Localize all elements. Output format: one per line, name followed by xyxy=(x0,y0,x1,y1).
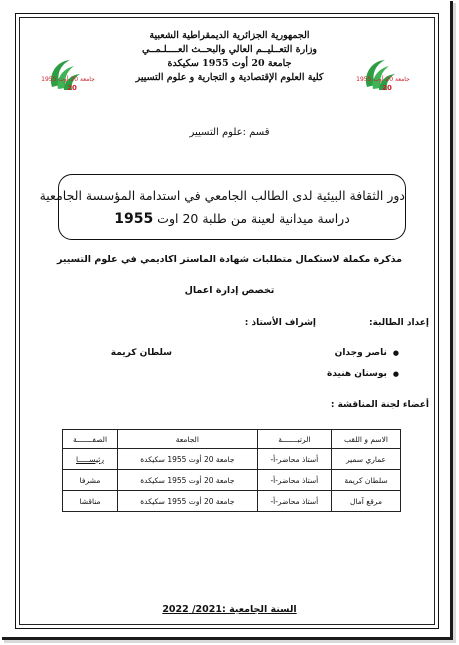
student-name-2: ● بوسنان هنيدة xyxy=(327,369,399,379)
ministry-name: وزارة التعــليــم العالي والبحــث العــــلـمــي xyxy=(141,44,318,55)
thesis-title-line2 xyxy=(59,211,405,227)
member-university: جامعة 20 أوت 1955 سكيكدة xyxy=(118,491,258,512)
column-header: الاسم و اللقب xyxy=(331,430,400,449)
supervisor-label: إشراف الأستاذ : xyxy=(244,318,316,328)
member-rank: أستاذ محاضر-أ- xyxy=(257,470,331,491)
university-name: جامعة 20 أوت 1955 سكيكدة xyxy=(167,58,292,69)
table-row xyxy=(63,449,401,470)
member-name: سلطان كريمة xyxy=(331,470,400,491)
member-university: جامعة 20 أوت 1955 سكيكدة xyxy=(118,449,258,470)
thesis-title-line1: دور الثقافة البيئية لدى الطالب الجامعي في استدامة المؤسسة الجامعية xyxy=(39,188,405,203)
university-logo-icon xyxy=(41,57,95,97)
svg-text:20: 20 xyxy=(382,84,392,92)
member-role: مناقشا xyxy=(63,491,118,512)
table-row xyxy=(63,491,401,512)
member-role: مشرفا xyxy=(63,470,118,491)
faculty-name: كلية العلوم الإقتصادية و التجارية و علوم التسيير xyxy=(135,72,324,83)
member-role: رئيســـــا xyxy=(63,449,118,470)
thesis-title-year: 1955 xyxy=(114,211,154,227)
department-label: قسم :علوم التسيير xyxy=(189,127,270,138)
member-rank: أستاذ محاضر-أ- xyxy=(257,449,331,470)
university-logo-icon xyxy=(356,57,410,97)
column-header: الصفـــــــة xyxy=(63,430,118,449)
academic-year: السنة الجامعية :2021/ 2022 xyxy=(162,604,297,615)
thesis-subtitle: مذكرة مكملة لاستكمال متطلبات شهادة الماستر اكاديمي في علوم التسيير xyxy=(57,254,402,265)
member-name: مرقع آمال xyxy=(331,491,400,512)
supervisor-name: سلطان كريمة xyxy=(110,348,172,358)
column-header: الرتبـــــــة xyxy=(257,430,331,449)
logo-text: جامعة 20 أوت 1955 xyxy=(41,76,95,83)
committee-table xyxy=(62,429,401,512)
thesis-title-box xyxy=(39,174,406,240)
committee-table-header xyxy=(63,430,401,449)
table-row xyxy=(63,470,401,491)
column-header: الجامعة xyxy=(118,430,258,449)
thesis-title-study: دراسة ميدانية لعينة من طلبة 20 اوت xyxy=(157,211,350,226)
logo-text: جامعة 20 أوت 1955 xyxy=(356,76,410,83)
university-logo-right xyxy=(356,57,410,97)
member-university: جامعة 20 أوت 1955 سكيكدة xyxy=(118,470,258,491)
specialty-label: تخصص إدارة اعمال xyxy=(184,285,275,296)
student-name-1: ● ناصر وجدان xyxy=(335,348,399,358)
member-rank: أستاذ محاضر-أ- xyxy=(257,491,331,512)
university-logo-left xyxy=(41,57,95,97)
republic-name: الجمهورية الجزائرية الديمقراطية الشعبية xyxy=(149,30,310,41)
member-name: عماري سمير xyxy=(331,449,400,470)
committee-label: أعضاء لجنة المناقشة : xyxy=(330,400,429,410)
svg-text:20: 20 xyxy=(67,84,77,92)
students-label: إعداد الطالبة: xyxy=(369,318,429,328)
